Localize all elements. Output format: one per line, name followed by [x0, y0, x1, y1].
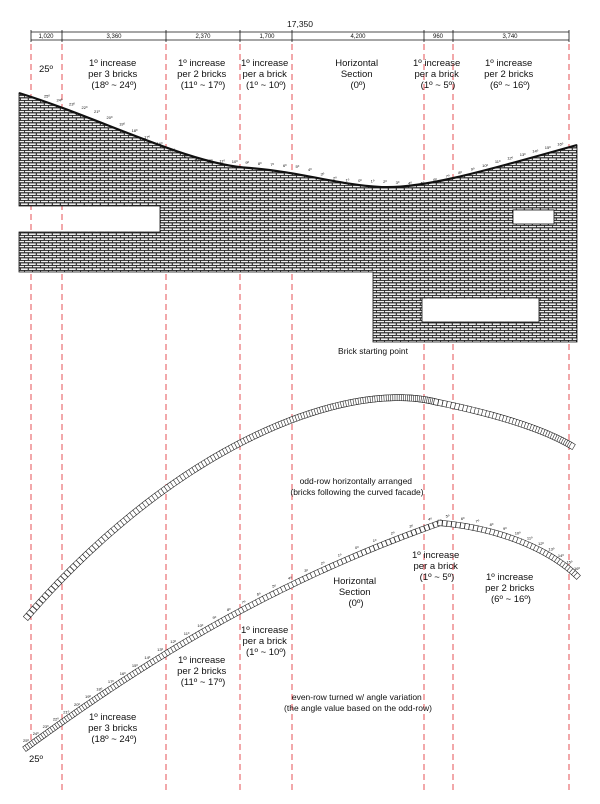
- elevation-angle-label: 14º: [181, 154, 188, 160]
- even-row-angle-label: 4º: [288, 575, 292, 581]
- elevation-angle-label: 3º: [320, 171, 325, 177]
- elevation-angle-label: 7º: [445, 173, 450, 179]
- facade-elevation: [19, 93, 577, 342]
- elevation-angle-label: 11º: [494, 159, 501, 165]
- elevation-angle-label: 17º: [144, 134, 151, 140]
- window-opening-bottom: [422, 298, 539, 322]
- elevation-angle-label: 4º: [307, 167, 312, 173]
- elevation-angle-label: 1º: [370, 178, 375, 184]
- even-row-angle-label: 14º: [144, 655, 151, 661]
- elevation-angle-label: 19º: [119, 121, 125, 127]
- zone-per-2-bricks-right: 1º increase per 2 bricks (6º ~ 16º): [484, 58, 534, 91]
- bottom-zone-per-2-bricks-right: 1º increase per 2 bricks (6º ~ 16º): [485, 572, 535, 605]
- even-row-angle-label: 9º: [212, 615, 217, 621]
- even-row-angle-label: 17º: [107, 678, 114, 684]
- elevation-angle-label: 10º: [482, 162, 489, 168]
- elevation-angle-label: 9º: [245, 159, 250, 165]
- even-row-angle-label: 0º: [355, 545, 359, 551]
- elevation-angle-label: 15º: [544, 145, 551, 151]
- even-row-angle-label: 23º: [42, 723, 49, 729]
- elevation-angle-label: 8º: [458, 169, 462, 175]
- even-row-angle-label: 20º: [74, 701, 80, 707]
- elevation-angle-label: 7º: [270, 161, 275, 167]
- elevation-angle-label: 11º: [219, 158, 226, 164]
- even-row-brick: [442, 520, 447, 526]
- even-row-angle-label: 11º: [526, 535, 533, 541]
- even-row-angle-label: 8º: [489, 521, 494, 527]
- window-opening-right: [513, 210, 554, 224]
- even-row-angle-label: 13º: [157, 647, 164, 653]
- elevation-angle-label: 23º: [68, 101, 75, 107]
- zone-per-2-bricks: 1º increase per 2 bricks (11º ~ 17º): [177, 58, 227, 91]
- bottom-zone-per-brick: 1º increase per a brick (1º ~ 10º): [241, 625, 289, 658]
- even-row-angle-label: 9º: [503, 525, 507, 531]
- bottom-zone-per-2-bricks: 1º increase per 2 bricks (11º ~ 17º): [177, 655, 227, 688]
- even-row-angle-label: 8º: [226, 607, 231, 613]
- dim-segment-1: 1,020: [38, 34, 54, 40]
- even-row-angle-label: 24º: [32, 731, 39, 737]
- even-row-angle-label: 3º: [304, 567, 308, 573]
- total-dimension: 17,350: [287, 19, 313, 29]
- elevation-angle-label: 22º: [81, 105, 88, 111]
- even-row-angle-label: 14º: [557, 552, 564, 558]
- even-row-angle-label: 5º: [445, 513, 450, 519]
- even-row-angle-label: 15º: [131, 663, 138, 669]
- even-row-angle-label: 12º: [537, 540, 544, 546]
- even-row-angle-label: 11º: [183, 631, 190, 637]
- dim-segment-6: 960: [432, 34, 444, 40]
- zone-per-3-bricks: 1º increase per 3 bricks (18º ~ 24º): [88, 58, 138, 91]
- elevation-angle-label: 2º: [333, 175, 337, 181]
- elevation-angle-label: 24º: [56, 97, 63, 103]
- elevation-angle-label: 5º: [295, 163, 300, 169]
- odd-row-label: odd-row horizontally arranged (bricks following the curved facade): [290, 476, 424, 497]
- zone-labels-top: [39, 58, 536, 91]
- even-row-brick: [451, 521, 456, 527]
- elevation-angle-label: 0º: [358, 177, 362, 183]
- even-row-brick: [456, 522, 461, 528]
- even-row-angle-label: 19º: [85, 694, 91, 700]
- elevation-angle-label: 9º: [470, 166, 475, 172]
- even-row-angle-label: 16º: [574, 566, 580, 571]
- elevation-angle-label: 8º: [257, 160, 262, 166]
- even-row-angle-label: 2º: [390, 530, 395, 536]
- even-row-angle-label: 6º: [460, 515, 465, 521]
- dimension-bar: [31, 19, 569, 42]
- even-row-angle-label: 6º: [256, 591, 261, 597]
- elevation-angle-label: 21º: [94, 109, 100, 115]
- elevation-angle-label: 2º: [383, 179, 387, 185]
- elevation-angle-label: 1º: [345, 177, 350, 183]
- even-row-angle-label: 25º: [23, 738, 29, 743]
- bottom-zone-per-brick-right: 1º increase per a brick (1º ~ 5º): [412, 550, 460, 583]
- even-row-label: even-row turned w/ angle variation (the angle value based on the odd-row): [284, 692, 432, 713]
- elevation-angle-label: 6º: [433, 176, 437, 182]
- even-row-angle-label: 7º: [241, 599, 246, 605]
- zone-start-angle: 25º: [38, 64, 54, 75]
- even-row-angle-label: 21º: [63, 709, 70, 715]
- dim-segment-5: 4,200: [350, 34, 366, 40]
- zone-per-brick-right: 1º increase per a brick (1º ~ 5º): [413, 58, 461, 91]
- elevation-angle-label: 4º: [408, 180, 412, 186]
- elevation-angle-label: 14º: [532, 148, 539, 154]
- zone-labels-bottom: [29, 550, 537, 765]
- elevation-angle-label: 12º: [507, 155, 514, 161]
- even-row-angle-label: 2º: [320, 560, 325, 566]
- even-row-angle-label: 10º: [514, 530, 521, 536]
- zone-horizontal: Horizontal Section (0º): [335, 58, 379, 91]
- even-row-angle-label: 7º: [475, 518, 480, 524]
- elevation-angle-label: 16º: [557, 141, 564, 147]
- zone-per-brick: 1º increase per a brick (1º ~ 10º): [241, 58, 289, 91]
- elevation-angle-label: 5º: [420, 180, 425, 186]
- dim-segment-7: 3,740: [502, 34, 518, 40]
- even-row-angle-label: 3º: [409, 523, 413, 529]
- even-row-angle-label: 5º: [272, 583, 276, 589]
- elevation-angle-label: 3º: [395, 179, 400, 185]
- even-row-angle-label: 22º: [52, 716, 59, 722]
- elevation-angle-label: 6º: [282, 162, 287, 168]
- elevation-angle-label: 18º: [131, 128, 138, 134]
- even-row-brick: [447, 521, 452, 527]
- bottom-zone-per-3-bricks: 1º increase per 3 bricks (18º ~ 24º): [88, 712, 138, 745]
- even-row-brick: [438, 520, 443, 526]
- even-row-angle-label: 15º: [566, 559, 573, 565]
- elevation-angle-label: 13º: [194, 157, 201, 163]
- elevation-angle-label: 13º: [519, 152, 526, 158]
- even-row-angle-label: 13º: [548, 546, 555, 552]
- even-row-angle-label: 1º: [372, 537, 377, 543]
- even-row-angle-label: 1º: [337, 552, 342, 558]
- dim-segment-3: 2,370: [195, 34, 211, 40]
- dim-segment-4: 1,700: [259, 34, 275, 40]
- dim-segment-2: 3,360: [106, 34, 122, 40]
- even-row-angle-label: 18º: [96, 686, 103, 692]
- elevation-angle-label: 16º: [156, 141, 163, 147]
- elevation-angle-label: 15º: [169, 147, 176, 153]
- elevation-angle-label: 10º: [231, 159, 238, 165]
- even-row-angle-label: 4º: [428, 516, 432, 522]
- even-row-angle-label: 12º: [170, 639, 177, 645]
- bottom-zone-start-angle: 25º: [28, 754, 44, 765]
- elevation-angle-label: 20º: [106, 114, 113, 120]
- even-row-angle-label: 16º: [119, 670, 126, 676]
- even-row-angle-label: 10º: [197, 623, 204, 629]
- elevation-angle-label: 12º: [206, 157, 213, 163]
- brick-start-label: Brick starting point: [338, 346, 408, 356]
- bottom-zone-horizontal: Horizontal Section (0º): [333, 576, 377, 609]
- elevation-angle-label: 25º: [43, 93, 50, 99]
